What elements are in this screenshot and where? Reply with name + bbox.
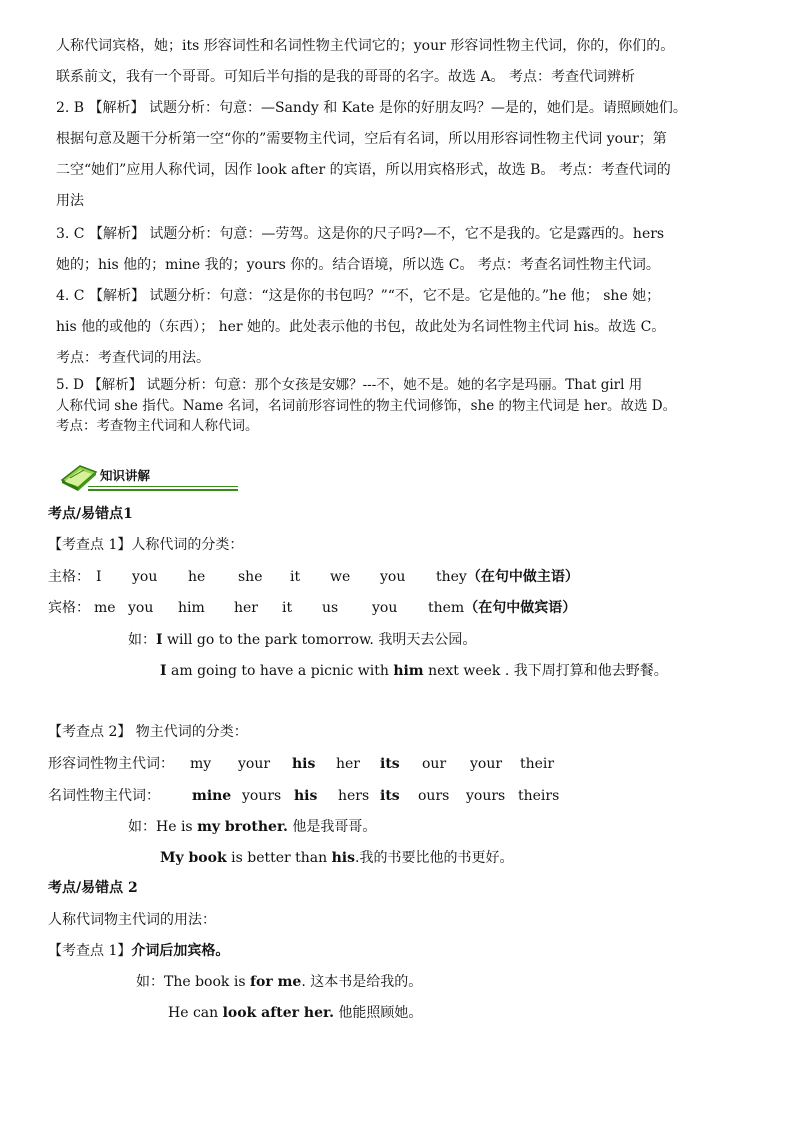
example-bold: for me [249,974,302,990]
noun-word: yours [242,788,282,804]
answer-line-12: 5. D 【解析】 试题分析：句意：那个女孩是安娜？---不，她不是。她的名字是玛丽。That girl 用 [56,377,643,393]
answer-line-3: 2. B 【解析】 试题分析：句意：—Sandy 和 Kate 是你的好朋友吗？—是的，她们是。请照顾她们。 [56,100,687,116]
adj-word: your [238,756,271,772]
subject-word: you [132,569,158,585]
example-text: He can [168,1005,223,1021]
subject-word: it [290,569,301,585]
example-3 [128,817,794,837]
object-word: them [428,600,465,616]
answer-line-5: 二空“她们”应用人称代词，因作 look after 的宾语，所以用宾格形式，故选 B。 考点：考查代词的 [56,162,671,178]
adj-word: his [292,756,316,772]
example-2 [160,661,794,681]
example-bold: I [160,663,167,679]
answer-line-14: 考点：考查物主代词和人称代词。 [56,418,259,434]
answer-line-10: his 他的或他的（东西）； her 她的。此处表示他的书包，故此处为名词性物主代词 his。故选 C。 [56,319,666,335]
adj-word: my [190,756,212,772]
example-1 [128,630,794,650]
object-word: him [178,600,205,616]
answer-line-11: 考点：考查代词的用法。 [56,350,210,366]
example-text: 他是我哥哥。 [287,819,377,835]
adj-word: our [422,756,447,772]
example-prefix: 如： [136,974,164,990]
adj-label: 形容词性物主代词： [48,756,174,772]
subject-word: he [188,569,206,585]
example-text: will go to the park tomorrow. 我明天去公园。 [162,632,477,648]
example-text: is better than [226,850,332,866]
noun-word: theirs [518,788,560,804]
subject-word: you [380,569,406,585]
banner-rule-thick [88,489,238,491]
subject-word: we [330,569,351,585]
example-bold: his [331,850,356,866]
point-label: 【考查点 1】 [48,943,132,959]
section1-point1: 【考查点 1】人称代词的分类： [48,537,244,553]
adj-word: her [336,756,360,772]
example-bold: my brother. [197,819,288,835]
noun-word: yours [466,788,506,804]
example-bold: My book [160,850,227,866]
noun-label: 名词性物主代词： [48,788,160,804]
section1-heading: 考点/易错点1 [48,506,133,522]
example-4 [160,848,794,868]
section-banner [60,458,180,492]
example-text: next week . 我下周打算和他去野餐。 [423,663,668,679]
noun-possessive-row [48,786,738,806]
subject-word: she [238,569,263,585]
object-label: 宾格： [48,600,90,616]
answer-line-8: 她的；his 他的；mine 我的；yours 你的。结合语境，所以选 C。 考点：考查名词性物主代词。 [56,257,660,273]
subject-row [48,567,738,587]
answer-line-7: 3. C 【解析】 试题分析：句意：—劳驾。这是你的尺子吗?—不，它不是我的。它是露西的。hers [56,226,665,242]
noun-word: ours [418,788,450,804]
banner-rule [88,486,238,487]
subject-label: 主格： [48,569,90,585]
answer-line-4: 根据句意及题干分析第一空“你的”需要物主代词，空后有名词，所以用形容词性物主代词 your；第 [56,131,667,147]
object-word: it [282,600,293,616]
subject-word: they [436,569,467,585]
subject-word: I [96,569,102,585]
subject-note: （在句中做主语） [466,569,579,585]
answer-line-2: 联系前文，我有一个哥哥。可知后半句指的是我的哥哥的名字。故选 A。 考点：考查代词辨析 [56,69,636,85]
example-text: He is [156,819,198,835]
answer-line-13: 人称代词 she 指代。Name 名词，名词前形容词性的物主代词修饰，she 的物主代词是 her。故选 D。 [56,398,677,414]
section2-heading: 考点/易错点 2 [48,880,138,896]
noun-word: its [380,788,400,804]
object-note: （在句中做宾语） [464,600,577,616]
object-word: her [234,600,258,616]
object-word: us [322,600,339,616]
object-word: you [372,600,398,616]
adj-possessive-row [48,754,738,774]
example-bold: look after her. [222,1005,334,1021]
noun-word: his [294,788,318,804]
example-text: am going to have a picnic with [166,663,394,679]
adj-word: its [380,756,400,772]
example-text: .我的书要比他的书更好。 [355,850,514,866]
example-text: The book is [164,974,250,990]
noun-word: mine [192,788,232,804]
object-row [48,598,738,618]
section2-point1 [48,941,738,961]
example-bold: I [156,632,163,648]
example-6 [168,1003,794,1023]
example-5 [136,972,794,992]
object-word: me [94,600,116,616]
example-text: 他能照顾她。 [333,1005,423,1021]
adj-word: their [520,756,555,772]
section1-point2: 【考查点 2】 物主代词的分类： [48,724,248,740]
example-prefix: 如： [128,632,156,648]
object-word: you [128,600,154,616]
adj-word: your [470,756,503,772]
noun-word: hers [338,788,370,804]
banner-label: 知识讲解 [100,468,151,483]
example-bold: him [393,663,424,679]
answer-line-9: 4. C 【解析】 试题分析：句意：“这是你的书包吗？”“不，它不是。它是他的。”he 他； she 她； [56,288,661,304]
example-prefix: 如： [128,819,156,835]
answer-line-6: 用法 [56,193,84,209]
section2-intro: 人称代词物主代词的用法： [48,912,216,928]
example-text: . 这本书是给我的。 [301,974,423,990]
point-rule: 介词后加宾格。 [131,943,230,959]
answer-line-1: 人称代词宾格，她；its 形容词性和名词性物主代词它的；your 形容词性物主代词，你的，你们的。 [56,38,675,54]
